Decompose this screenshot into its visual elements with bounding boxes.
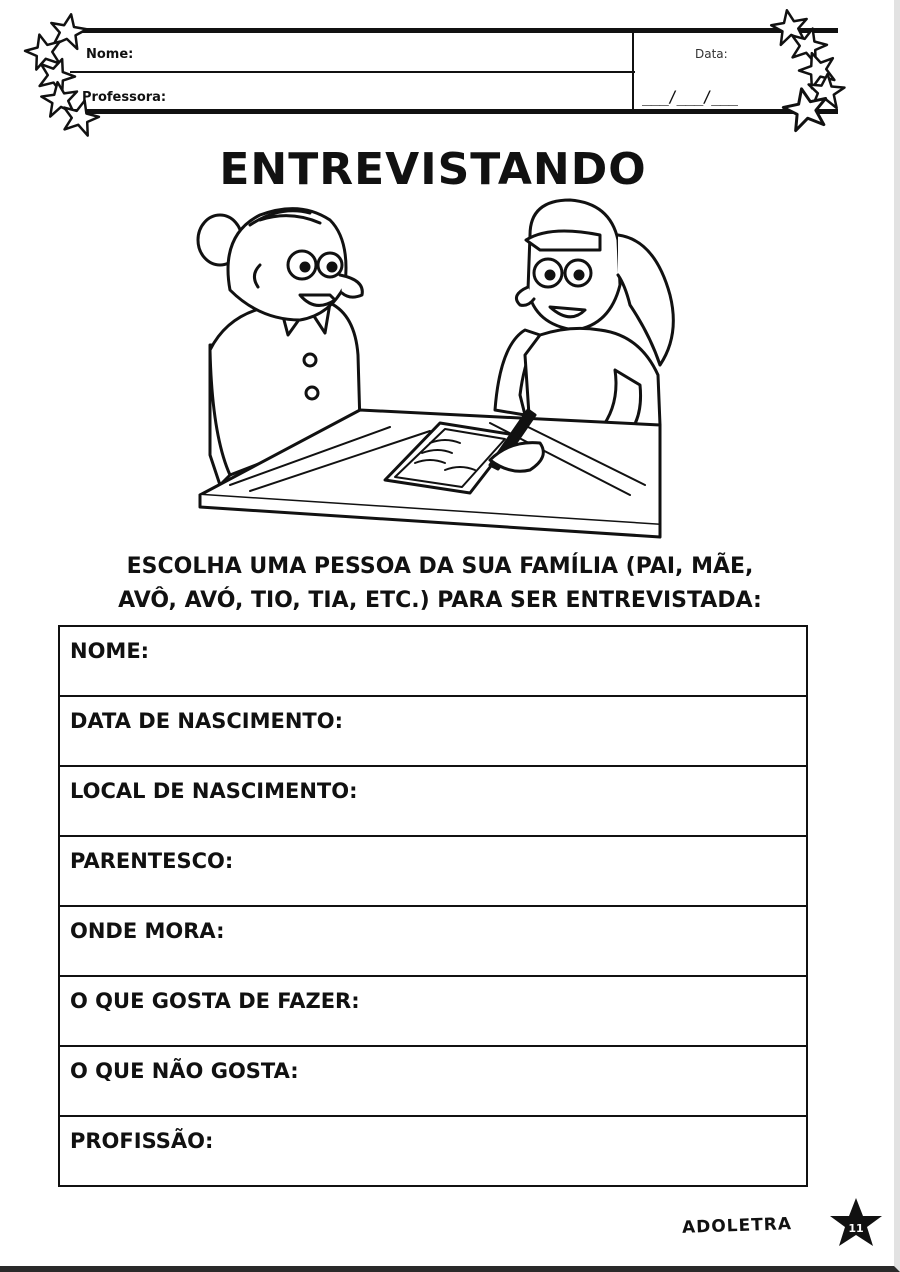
footer-brand: ADOLETRA bbox=[681, 1214, 793, 1238]
field-label: DATA DE NASCIMENTO: bbox=[70, 709, 343, 733]
page-title: ENTREVISTANDO bbox=[219, 144, 647, 195]
header-stars-decoration bbox=[0, 0, 900, 140]
field-label: O QUE GOSTA DE FAZER: bbox=[70, 989, 360, 1013]
field-label: PARENTESCO: bbox=[70, 849, 234, 873]
date-label: Data: bbox=[695, 47, 728, 61]
interview-table bbox=[58, 625, 808, 1187]
field-row-likes[interactable] bbox=[60, 977, 806, 1047]
field-row-dislikes[interactable] bbox=[60, 1047, 806, 1117]
field-row-residence[interactable] bbox=[60, 907, 806, 977]
field-label: LOCAL DE NASCIMENTO: bbox=[70, 779, 358, 803]
grandmother-and-girl-interview-illustration bbox=[190, 195, 690, 540]
page-number: 11 bbox=[848, 1222, 864, 1235]
field-row-birth-date[interactable] bbox=[60, 697, 806, 767]
right-star-icons bbox=[769, 7, 845, 132]
field-label: O QUE NÃO GOSTA: bbox=[70, 1059, 299, 1083]
instruction-line-1: ESCOLHA UMA PESSOA DA SUA FAMÍLIA (PAI, MÃE, bbox=[126, 554, 754, 579]
field-row-name[interactable] bbox=[60, 627, 806, 697]
left-star-icons bbox=[22, 11, 102, 137]
field-row-profession[interactable] bbox=[60, 1117, 806, 1185]
name-label: Nome: bbox=[86, 47, 134, 62]
teacher-label: Professora: bbox=[82, 90, 167, 105]
field-label: PROFISSÃO: bbox=[70, 1129, 214, 1153]
field-label: ONDE MORA: bbox=[70, 919, 225, 943]
field-row-birth-place[interactable] bbox=[60, 767, 806, 837]
field-label: NOME: bbox=[70, 639, 150, 663]
instruction-text bbox=[60, 550, 820, 618]
field-row-kinship[interactable] bbox=[60, 837, 806, 907]
page-number-star-icon bbox=[828, 1196, 884, 1252]
instruction-line-2: AVÔ, AVÓ, TIO, TIA, ETC.) PARA SER ENTREVISTADA: bbox=[118, 588, 762, 613]
date-blanks: ___/___/___ bbox=[642, 87, 737, 106]
